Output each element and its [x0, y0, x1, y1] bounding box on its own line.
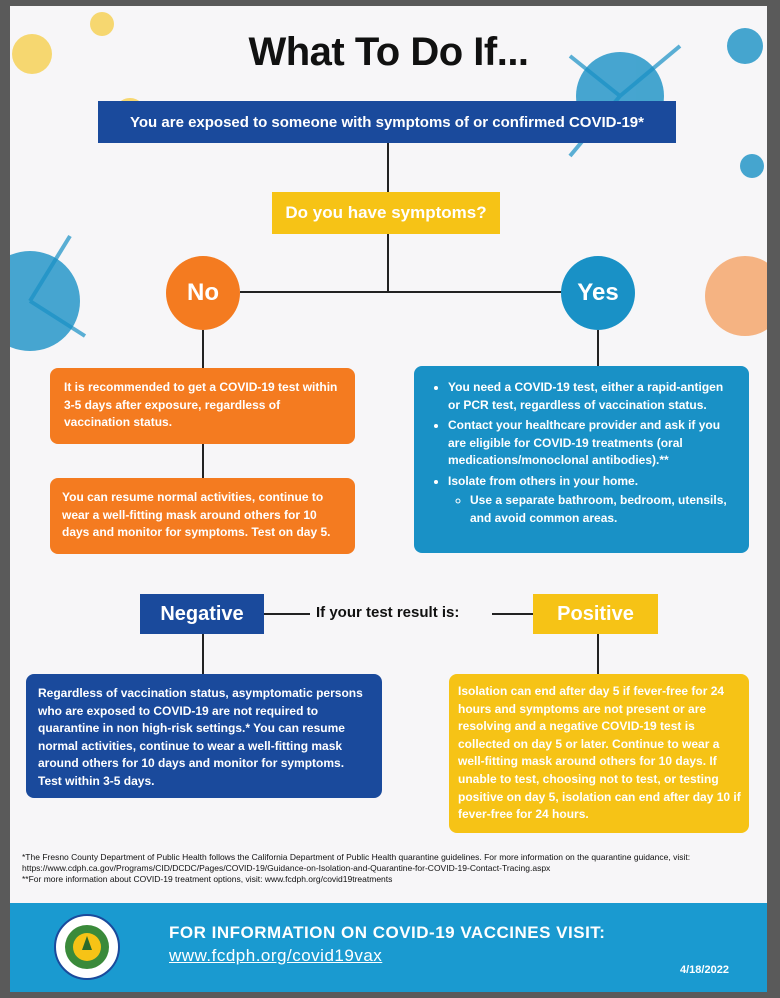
yes-bullet-list	[426, 379, 735, 527]
virus-icon	[705, 256, 767, 336]
no-circle: No	[166, 256, 240, 330]
connector-line	[202, 444, 204, 478]
connector-line	[597, 330, 599, 366]
exposure-banner: You are exposed to someone with symptoms of or confirmed COVID-19*	[98, 101, 676, 143]
sub-bullet-list	[448, 492, 735, 527]
footer-bar	[10, 903, 767, 992]
result-prompt: If your test result is:	[316, 604, 460, 621]
publish-date: 4/18/2022	[680, 964, 729, 976]
connector-line	[597, 634, 599, 674]
footnotes	[22, 852, 752, 885]
negative-result-box: Regardless of vaccination status, asymptomatic persons who are exposed to COVID-19 are not required to quarantine in non high-risk settings.* You can resume normal activities, continue to wear a well-fitting mask around others for 10 days and monitor for symptoms. Test within 3-5 days.	[26, 674, 382, 798]
connector-line	[202, 330, 204, 368]
no-resume-box: You can resume normal activities, continue to wear a well-fitting mask around others for 10 days and monitor for symptoms. Test on day 5.	[50, 478, 355, 554]
yes-circle: Yes	[561, 256, 635, 330]
list-item: ◦ Use a separate bathroom, bedroom, utensils, and avoid common areas.	[470, 492, 735, 527]
connector-line	[240, 291, 562, 293]
positive-result-box: Isolation can end after day 5 if fever-free for 24 hours and symptoms are not present or are resolving and a negative COVID-19 test is collected on day 5 or later. Continue to wear a well-fitting mask around others for 10 days. If unable to test, choosing not to test, or testing positive on day 5, isolation can end after day 10 if fever-free for 24 hours.	[449, 674, 749, 833]
yes-instructions-box	[414, 366, 749, 553]
connector-line	[492, 613, 533, 615]
treatments-link[interactable]: www.fcdph.org/covid19treatments	[264, 874, 393, 884]
positive-label: Positive	[533, 594, 658, 634]
county-seal-icon	[54, 914, 120, 980]
symptoms-question: Do you have symptoms?	[272, 192, 500, 234]
page-title: What To Do If...	[248, 30, 529, 74]
footnote-1: *The Fresno County Department of Public Health follows the California Department of Public Health quarantine guidelines. For more information on the quarantine guidance, visit:	[22, 852, 691, 862]
footnote-2: **For more information about COVID-19 treatment options, visit:	[22, 874, 265, 884]
quarantine-guidance-link[interactable]: https://www.cdph.ca.gov/Programs/CID/DCDC/Pages/COVID-19/Guidance-on-Isolation-and-Quarantine-for-COVID-19-Contact-Tracing.aspx	[22, 863, 551, 873]
negative-label: Negative	[140, 594, 264, 634]
list-item: • Contact your healthcare provider and ask if you are eligible for COVID-19 treatments (oral medications/monoclonal antibodies).**	[448, 417, 735, 470]
list-item-text: Isolate from others in your home.	[448, 473, 639, 488]
list-item	[448, 473, 735, 528]
no-test-box: It is recommended to get a COVID-19 test within 3-5 days after exposure, regardless of vaccination status.	[50, 368, 355, 444]
connector-line	[387, 143, 389, 192]
connector-line	[387, 234, 389, 292]
vaccine-info-link[interactable]: www.fcdph.org/covid19vax	[169, 946, 383, 965]
list-item: • You need a COVID-19 test, either a rapid-antigen or PCR test, regardless of vaccination status.	[448, 379, 735, 414]
vaccine-info-heading: FOR INFORMATION ON COVID-19 VACCINES VISIT:	[169, 923, 606, 942]
connector-line	[202, 634, 204, 674]
flyer-page	[10, 6, 767, 992]
connector-line	[264, 613, 310, 615]
